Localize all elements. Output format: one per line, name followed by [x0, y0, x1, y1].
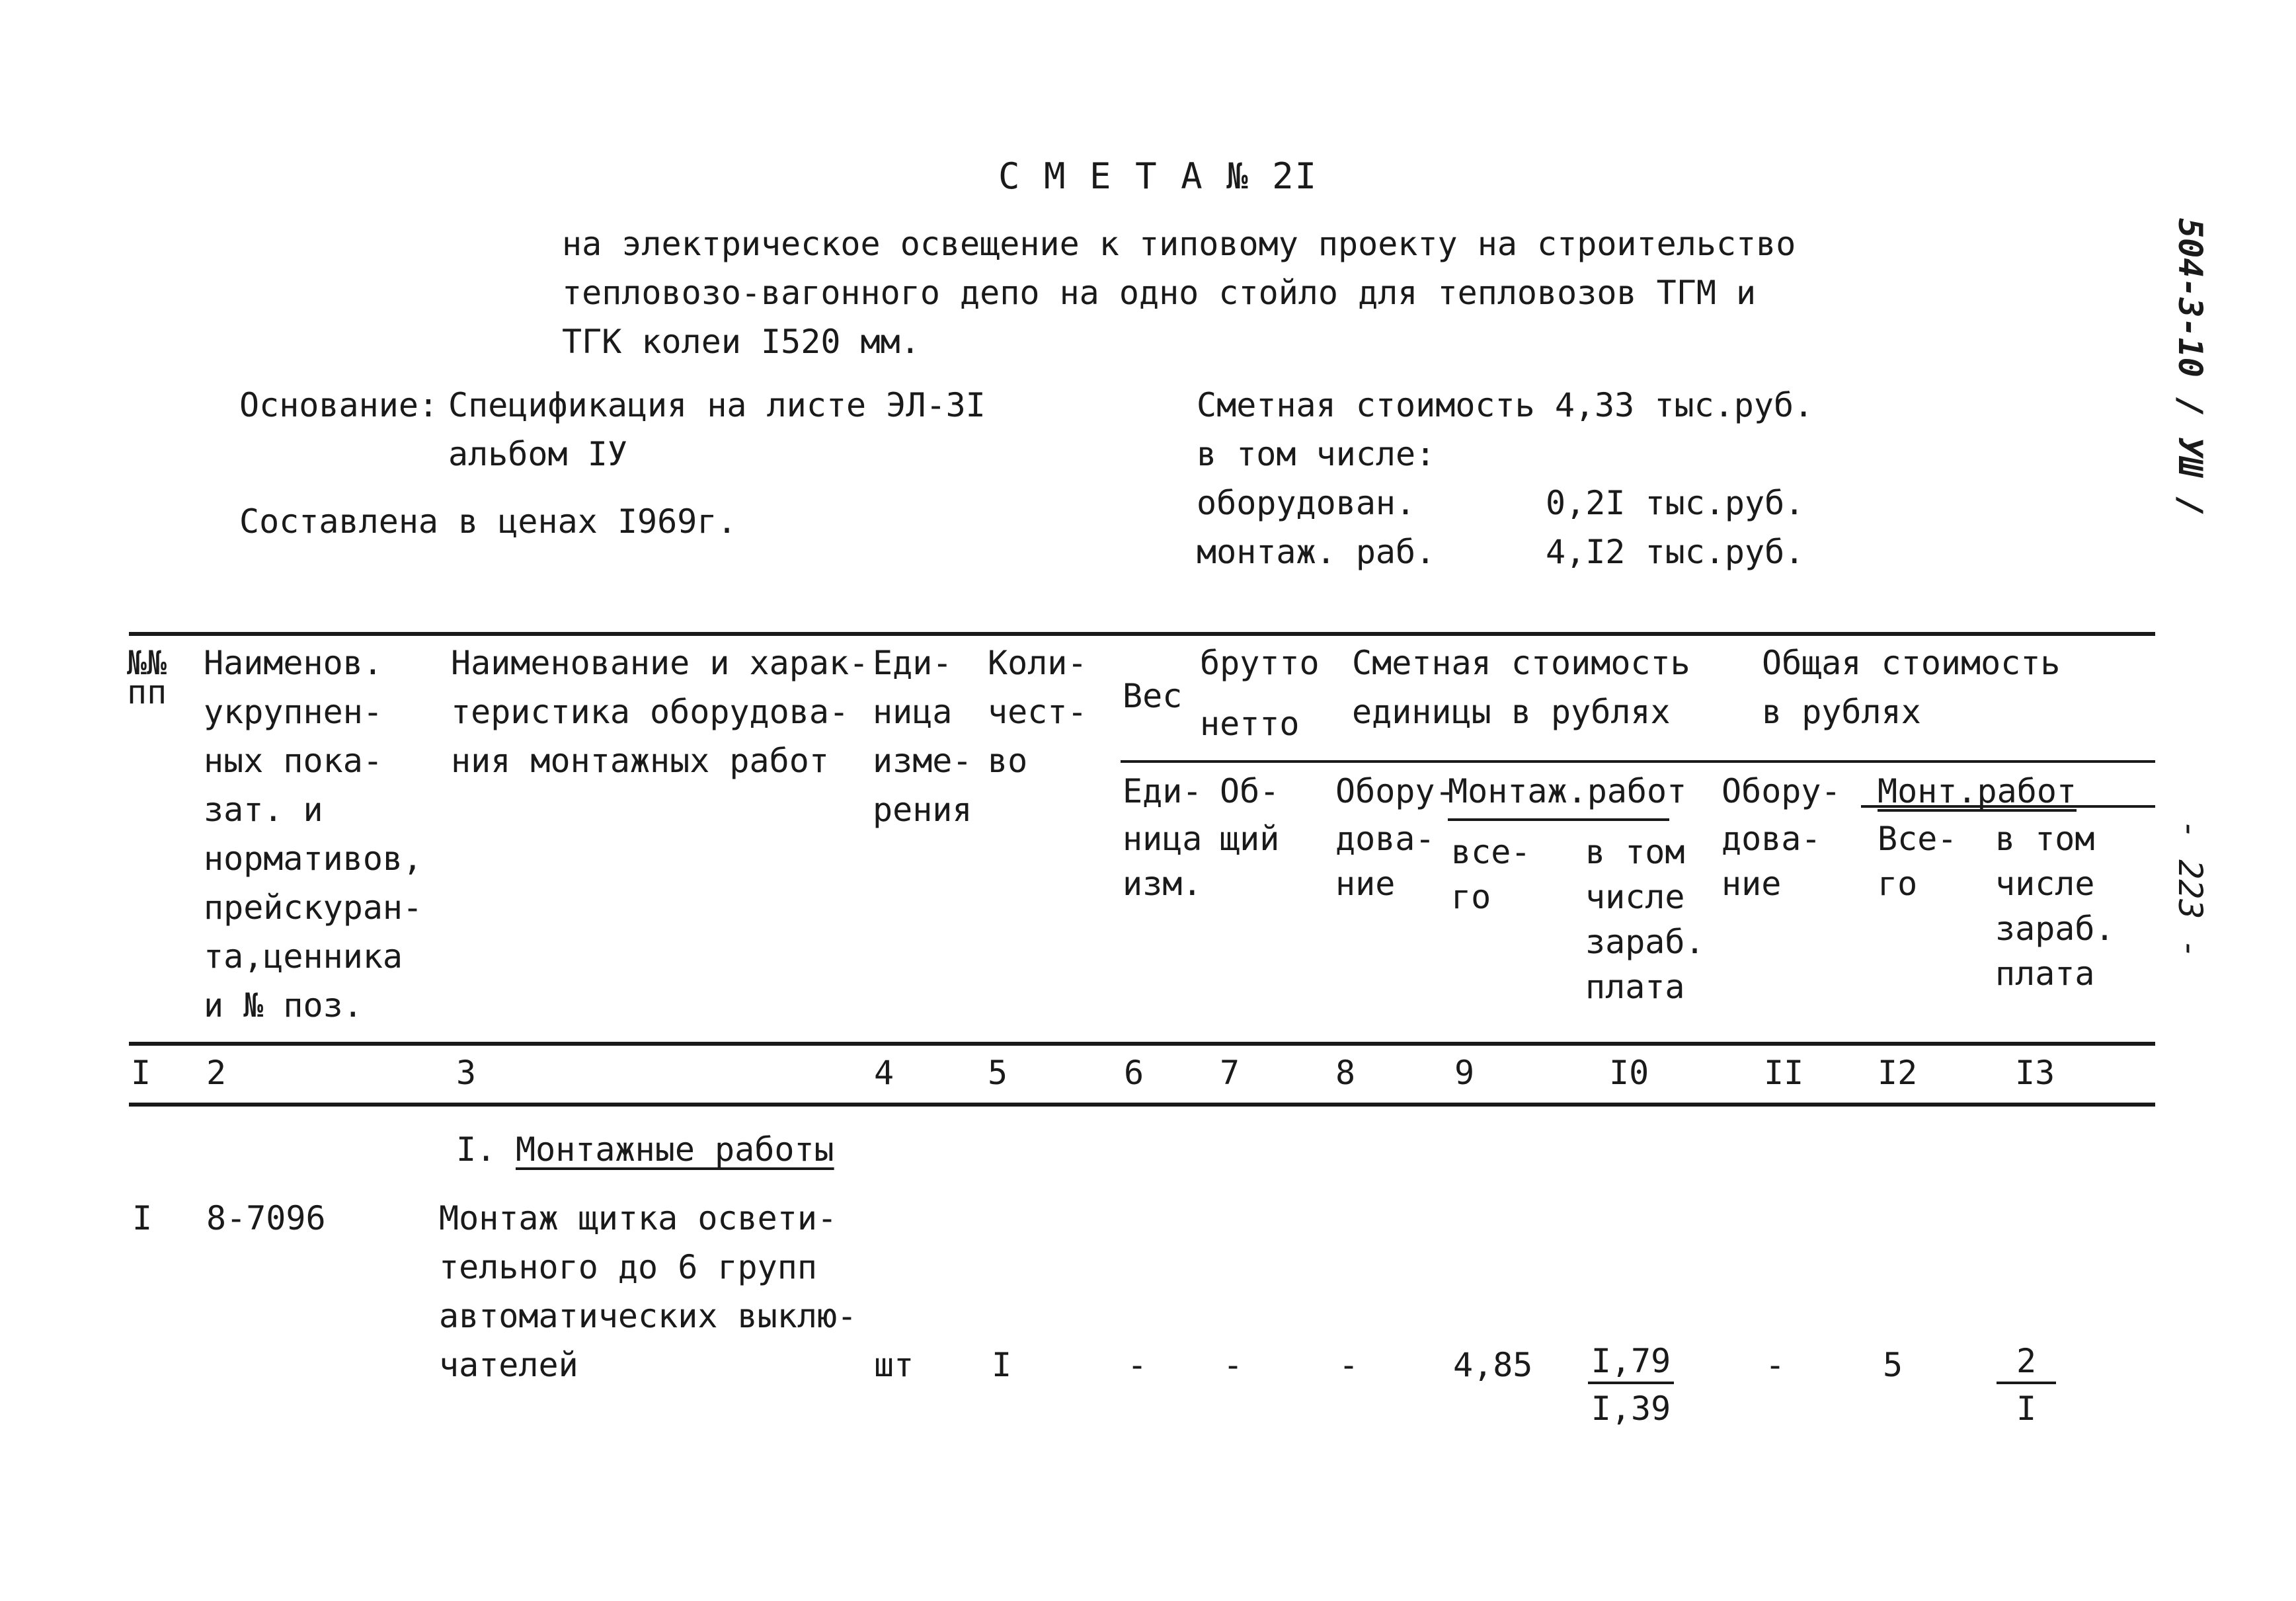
col-number-6: 6 [1124, 1054, 1144, 1092]
header-total-equipment-line1: Обору- [1722, 772, 1841, 810]
cost-header-rule [1121, 760, 2155, 763]
header-col5-line2: чест- [988, 693, 1088, 731]
page-number: - 223 - [2171, 820, 2209, 959]
header-unit-equipment-line3: ние [1335, 865, 1396, 903]
header-unit-wage-line1: в том [1585, 833, 1685, 871]
header-total-install: Монт.работ [1878, 772, 2077, 810]
header-unit-install: Монтаж.работ [1448, 772, 1687, 810]
col-number-2: 2 [206, 1054, 227, 1092]
header-total-wage-line2: числе [1995, 865, 2095, 903]
header-weight-netto: нетто [1200, 705, 1300, 743]
col-number-1: I [131, 1054, 151, 1092]
table-top-rule [129, 632, 2155, 636]
header-unit-equipment-line2: дова- [1335, 820, 1435, 858]
col-number-3: 3 [456, 1054, 477, 1092]
header-col4-line2: ница [873, 693, 953, 731]
header-col2-line7: та,ценника [204, 937, 403, 976]
header-col2-line6: прейскуран- [204, 888, 423, 927]
header-total-cost-line2: в рублях [1762, 693, 1921, 731]
row-1-total-equipment: - [1765, 1346, 1786, 1384]
row-1-desc-line3: автоматических выклю- [439, 1297, 857, 1335]
header-col2-line8: и № поз. [204, 986, 363, 1025]
header-total-cost-line1: Общая стоимость [1762, 644, 2061, 682]
header-unit-install-total-line1: все- [1451, 833, 1531, 871]
row-1-weight-total: - [1223, 1346, 1244, 1384]
col-number-8: 8 [1335, 1054, 1356, 1092]
header-unit-wage-line3: зараб. [1585, 923, 1705, 961]
header-total-install-total-line1: Все- [1878, 820, 1958, 858]
cost-equipment-label: оборудован. [1197, 484, 1416, 522]
header-unit-wage-line4: плата [1585, 968, 1685, 1006]
header-col2-line4: зат. и [204, 791, 323, 829]
header-weight-brutto: брутто [1200, 644, 1320, 682]
header-col5-line1: Коли- [988, 644, 1088, 682]
row-1-unit-wage-numerator: I,79 [1588, 1341, 1674, 1384]
row-1-total-install-wage [1997, 1341, 2056, 1433]
row-1-unit-wage-denominator: I,39 [1591, 1389, 1671, 1428]
header-col3-line1: Наименование и харак- [451, 644, 869, 682]
cost-total: Сметная стоимость 4,33 тыс.руб. [1197, 386, 1814, 424]
basis-value-1: Спецификация на листе ЭЛ-3I [448, 386, 986, 424]
header-unit-equipment-line1: Обору- [1335, 772, 1455, 810]
column-numbers-rule [129, 1103, 2155, 1107]
header-col5-line3: во [988, 742, 1028, 780]
header-col3-line2: теристика оборудова- [451, 693, 850, 731]
header-weight-total-line1: Об- [1220, 772, 1280, 810]
col-number-10: I0 [1609, 1054, 1649, 1092]
row-1-unit-install-total: 4,85 [1453, 1346, 1533, 1384]
header-col2-line1: Наименов. [204, 644, 383, 682]
document-title: С М Е Т А № 2I [998, 155, 1318, 197]
row-1-num: I [132, 1199, 153, 1237]
section-title: Монтажные работы [516, 1130, 834, 1169]
col-number-11: II [1764, 1054, 1804, 1092]
header-col2-line2: укрупнен- [204, 693, 383, 731]
header-weight-label: Вес [1123, 677, 1183, 715]
cost-equipment-value: 0,2I тыс.руб. [1546, 484, 1805, 522]
col-number-7: 7 [1220, 1054, 1240, 1092]
header-total-equipment-line3: ние [1722, 865, 1782, 903]
unit-install-rule [1448, 818, 1669, 821]
col-number-5: 5 [988, 1054, 1008, 1092]
col-number-4: 4 [874, 1054, 894, 1092]
row-1-unit-install-wage [1588, 1341, 1674, 1433]
subtitle-line-2: тепловозо-вагонного депо на одно стойло для тепловозов ТГМ и [562, 274, 1757, 312]
header-col1-line1: №№ [127, 644, 167, 682]
header-total-equipment-line2: дова- [1722, 820, 1821, 858]
header-col2-line5: нормативов, [204, 840, 423, 878]
row-1-total-wage-denominator: I [2016, 1389, 2037, 1428]
cost-install-value: 4,I2 тыс.руб. [1546, 533, 1805, 571]
header-total-wage-line4: плата [1995, 955, 2095, 993]
row-1-qty: I [992, 1346, 1012, 1384]
header-total-wage-line1: в том [1995, 820, 2095, 858]
header-bottom-rule [129, 1042, 2155, 1046]
header-unit-install-total-line2: го [1451, 878, 1491, 916]
row-1-total-install-total: 5 [1883, 1346, 1903, 1384]
row-1-unit-equipment: - [1339, 1346, 1359, 1384]
header-unit-cost-line2: единицы в рублях [1352, 693, 1671, 731]
header-weight-unit-line2: ница [1123, 820, 1203, 858]
header-col4-line4: рения [873, 791, 972, 829]
header-col4-line1: Еди- [873, 644, 953, 682]
side-code: 504-3-10 / УШ / [2171, 218, 2209, 517]
header-total-install-total-line2: го [1878, 865, 1918, 903]
header-unit-wage-line2: числе [1585, 878, 1685, 916]
header-unit-cost-line1: Сметная стоимость [1352, 644, 1690, 682]
col-number-9: 9 [1454, 1054, 1475, 1092]
row-1-unit: шт [874, 1346, 914, 1384]
subtitle-line-3: ТГК колеи I520 мм. [562, 323, 920, 361]
cost-install-label: монтаж. раб. [1197, 533, 1436, 571]
header-col3-line3: ния монтажных работ [451, 742, 829, 780]
basis-label: Основание: [239, 386, 439, 424]
subtitle-line-1: на электрическое освещение к типовому проекту на строительство [562, 225, 1796, 263]
header-weight-unit-line3: изм. [1123, 865, 1203, 903]
basis-value-2: альбом IУ [448, 435, 627, 473]
compiled-note: Составлена в ценах I969г. [239, 502, 737, 541]
col-number-13: I3 [2015, 1054, 2055, 1092]
header-col1-line2: пп [127, 673, 167, 711]
header-weight-unit-line1: Еди- [1123, 772, 1203, 810]
row-1-desc-line2: тельного до 6 групп [439, 1248, 817, 1286]
header-col2-line3: ных пока- [204, 742, 383, 780]
cost-including: в том числе: [1197, 435, 1436, 473]
header-total-wage-line3: зараб. [1995, 910, 2115, 948]
row-1-code: 8-7096 [206, 1199, 326, 1237]
section-number: I. [456, 1130, 496, 1169]
row-1-weight-unit: - [1127, 1346, 1148, 1384]
row-1-desc-line1: Монтаж щитка освети- [439, 1199, 838, 1237]
header-weight-total-line2: щий [1220, 820, 1280, 858]
header-col4-line3: изме- [873, 742, 972, 780]
row-1-total-wage-numerator: 2 [1997, 1341, 2056, 1384]
col-number-12: I2 [1878, 1054, 1918, 1092]
row-1-desc-line4: чателей [439, 1346, 578, 1384]
